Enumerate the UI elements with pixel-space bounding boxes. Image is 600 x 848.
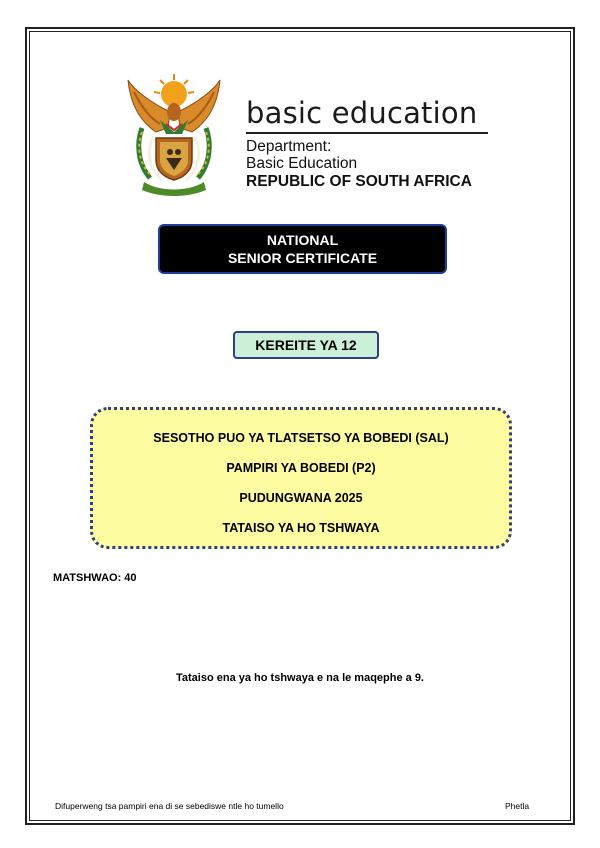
department-name: Basic Education (246, 155, 358, 172)
exam-session: PUDUNGWANA 2025 (239, 491, 363, 505)
turn-over-footer: Phetla (505, 801, 530, 811)
certificate-line-2: SENIOR CERTIFICATE (227, 250, 378, 266)
total-marks: MATSHWAO: 40 (53, 572, 137, 584)
certificate-line-1: NATIONAL (266, 232, 339, 248)
page-count-note: Tataiso ena ya ho tshwaya e na le maqephe a 9. (175, 672, 424, 684)
department-logo-text (246, 96, 491, 191)
subject-title: SESOTHO PUO YA TLATSETSO YA BOBEDI (SAL) (153, 431, 449, 445)
brand-rule (246, 132, 488, 134)
document-type: TATAISO YA HO TSHWAYA (222, 521, 380, 535)
department-line: Department: (246, 138, 332, 155)
coat-of-arms-icon (120, 72, 228, 198)
certificate-banner (158, 224, 447, 274)
grade-badge: KEREITE YA 12 (233, 331, 379, 359)
paper-number: PAMPIRI YA BOBEDI (P2) (226, 461, 376, 475)
subject-panel (90, 407, 512, 549)
copyright-footer: Difuperweng tsa pampiri ena di se sebediswe ntle ho tumello (55, 801, 284, 811)
country-name: REPUBLIC OF SOUTH AFRICA (246, 173, 472, 190)
brand-name: basic education (246, 96, 478, 130)
